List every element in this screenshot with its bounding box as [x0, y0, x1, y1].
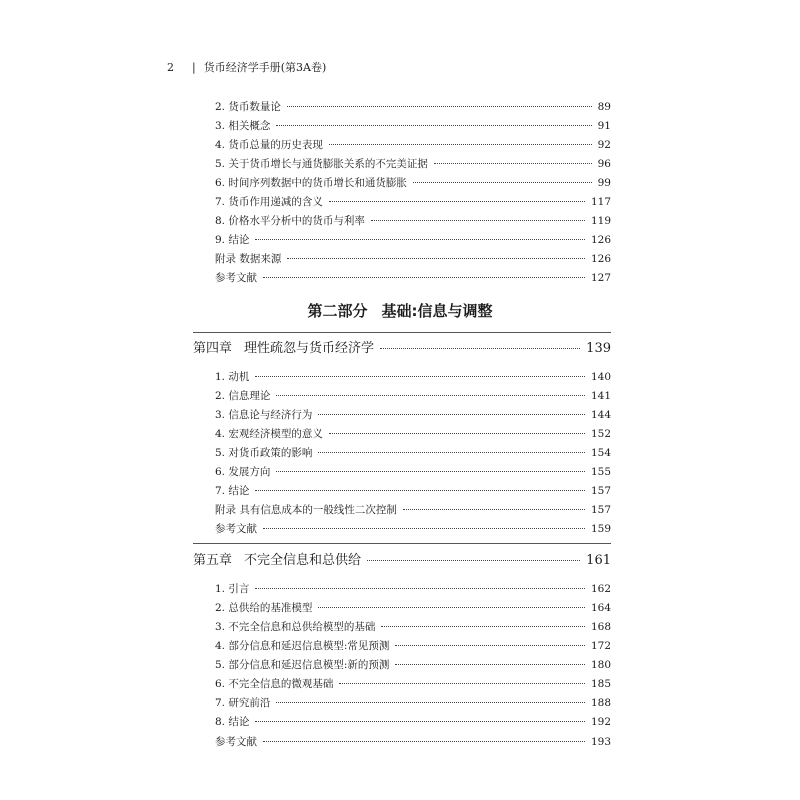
- toc-entry[interactable]: [215, 195, 611, 209]
- toc-entry[interactable]: [215, 176, 611, 190]
- toc-entry-page: 144: [590, 409, 611, 421]
- toc-entry-page: 172: [590, 640, 611, 652]
- dot-leader: [263, 528, 585, 529]
- toc-entry-title: 2. 信息理论: [215, 390, 271, 402]
- toc-entry-page: 188: [590, 697, 611, 709]
- toc-entry[interactable]: [215, 214, 611, 228]
- dot-leader: [381, 626, 585, 627]
- header-separator: |: [192, 60, 196, 74]
- toc-entry-page: 154: [590, 447, 611, 459]
- toc-entry[interactable]: [215, 735, 611, 749]
- toc-entry-title: 8. 价格水平分析中的货币与利率: [215, 215, 365, 227]
- toc-entry[interactable]: [215, 715, 611, 729]
- toc-entry-page: 192: [590, 716, 611, 728]
- toc-entry-title: 1. 引言: [215, 583, 250, 595]
- toc-entry-title: 7. 结论: [215, 485, 250, 497]
- toc-entry[interactable]: [215, 446, 611, 460]
- dot-leader: [255, 376, 585, 377]
- chapter-divider: [193, 332, 611, 333]
- toc-entry-title: 5. 对货币政策的影响: [215, 447, 313, 459]
- toc-entry-page: 99: [597, 177, 611, 189]
- toc-entry[interactable]: [215, 465, 611, 479]
- dot-leader: [276, 471, 585, 472]
- toc-entry-page: 159: [590, 523, 611, 535]
- toc-entry-title: 3. 相关概念: [215, 120, 271, 132]
- dot-leader: [255, 588, 585, 589]
- chapter-heading[interactable]: [193, 340, 611, 358]
- toc-entry-page: 140: [590, 371, 611, 383]
- toc-entry[interactable]: [215, 522, 611, 536]
- toc-entry-title: 5. 关于货币增长与通货膨胀关系的不完美证据: [215, 158, 428, 170]
- dot-leader: [395, 645, 585, 646]
- chapter-page: 139: [586, 341, 611, 356]
- part-heading: [0, 300, 800, 321]
- toc-entry-title: 附录 数据来源: [215, 253, 282, 265]
- chapter-heading[interactable]: [193, 552, 611, 570]
- dot-leader: [287, 258, 585, 259]
- toc-entry-page: 91: [597, 120, 611, 132]
- dot-leader: [276, 125, 591, 126]
- dot-leader: [367, 560, 580, 561]
- toc-entry-title: 5. 部分信息和延迟信息模型:新的预测: [215, 659, 390, 671]
- toc-entry-title: 参考文献: [215, 272, 257, 284]
- toc-entry[interactable]: [215, 484, 611, 498]
- toc-entry[interactable]: [215, 601, 611, 615]
- toc-entry-page: 92: [597, 139, 611, 151]
- toc-entry[interactable]: [215, 233, 611, 247]
- toc-entry[interactable]: [215, 503, 611, 517]
- dot-leader: [371, 220, 585, 221]
- toc-entry-page: 126: [590, 253, 611, 265]
- toc-entry-page: 89: [597, 101, 611, 113]
- toc-entry-page: 157: [590, 485, 611, 497]
- dot-leader: [434, 163, 592, 164]
- toc-entry-title: 7. 货币作用递减的含义: [215, 196, 323, 208]
- dot-leader: [263, 741, 585, 742]
- toc-entry-page: 193: [590, 736, 611, 748]
- chapter-title: 不完全信息和总供给: [244, 553, 362, 568]
- dot-leader: [380, 348, 580, 349]
- toc-entry-title: 7. 研究前沿: [215, 697, 271, 709]
- toc-entry-title: 8. 结论: [215, 716, 250, 728]
- toc-entry[interactable]: [215, 658, 611, 672]
- toc-entry[interactable]: [215, 119, 611, 133]
- dot-leader: [395, 664, 585, 665]
- toc-entry-title: 3. 不完全信息和总供给模型的基础: [215, 621, 376, 633]
- toc-entry-title: 4. 宏观经济模型的意义: [215, 428, 323, 440]
- toc-entry-title: 6. 不完全信息的微观基础: [215, 678, 334, 690]
- toc-entry-title: 9. 结论: [215, 234, 250, 246]
- toc-entry-page: 119: [590, 215, 611, 227]
- book-title: 货币经济学手册(第3A卷): [203, 61, 327, 74]
- part-label: 第二部分: [307, 302, 368, 320]
- dot-leader: [403, 509, 585, 510]
- toc-entry[interactable]: [215, 639, 611, 653]
- dot-leader: [318, 414, 585, 415]
- chapter-label: 第四章: [193, 341, 233, 356]
- toc-entry-page: 180: [590, 659, 611, 671]
- chapter-page: 161: [586, 553, 611, 568]
- toc-entry-page: 152: [590, 428, 611, 440]
- toc-entry-page: 168: [590, 621, 611, 633]
- toc-entry[interactable]: [215, 696, 611, 710]
- toc-entry[interactable]: [215, 408, 611, 422]
- toc-entry-page: 117: [590, 196, 611, 208]
- running-header: [167, 59, 326, 75]
- toc-entry-title: 2. 总供给的基准模型: [215, 602, 313, 614]
- toc-entry[interactable]: [215, 271, 611, 285]
- toc-entry-page: 155: [590, 466, 611, 478]
- dot-leader: [276, 395, 585, 396]
- toc-entry-title: 4. 部分信息和延迟信息模型:常见预测: [215, 640, 390, 652]
- toc-entry-page: 126: [590, 234, 611, 246]
- toc-entry-title: 参考文献: [215, 523, 257, 535]
- toc-entry-page: 127: [590, 272, 611, 284]
- part-title: 基础:信息与调整: [381, 302, 493, 320]
- toc-entry-title: 附录 具有信息成本的一般线性二次控制: [215, 504, 397, 516]
- toc-entry-page: 164: [590, 602, 611, 614]
- toc-entry-title: 参考文献: [215, 736, 257, 748]
- chapter-divider: [193, 543, 611, 544]
- toc-entry[interactable]: [215, 370, 611, 384]
- dot-leader: [255, 721, 585, 722]
- toc-entry-title: 2. 货币数量论: [215, 101, 281, 113]
- toc-entry-title: 1. 动机: [215, 371, 250, 383]
- dot-leader: [339, 683, 585, 684]
- toc-entry[interactable]: [215, 389, 611, 403]
- toc-entry-title: 3. 信息论与经济行为: [215, 409, 313, 421]
- dot-leader: [413, 182, 592, 183]
- toc-entry[interactable]: [215, 677, 611, 691]
- dot-leader: [329, 201, 585, 202]
- toc-entry-page: 96: [597, 158, 611, 170]
- toc-entry[interactable]: [215, 582, 611, 596]
- dot-leader: [287, 106, 592, 107]
- toc-entry[interactable]: [215, 427, 611, 441]
- chapter-title: 理性疏忽与货币经济学: [244, 341, 375, 356]
- toc-entry-title: 6. 时间序列数据中的货币增长和通货膨胀: [215, 177, 407, 189]
- toc-entry[interactable]: [215, 157, 611, 171]
- dot-leader: [255, 239, 585, 240]
- dot-leader: [329, 144, 592, 145]
- dot-leader: [263, 277, 585, 278]
- toc-entry[interactable]: [215, 138, 611, 152]
- toc-entry[interactable]: [215, 100, 611, 114]
- toc-entry-page: 157: [590, 504, 611, 516]
- chapter-label: 第五章: [193, 553, 233, 568]
- toc-entry-page: 185: [590, 678, 611, 690]
- toc-entry[interactable]: [215, 620, 611, 634]
- page-number: 2: [167, 60, 174, 74]
- dot-leader: [318, 452, 585, 453]
- dot-leader: [255, 490, 585, 491]
- dot-leader: [329, 433, 585, 434]
- toc-entry-page: 141: [590, 390, 611, 402]
- toc-entry-page: 162: [590, 583, 611, 595]
- dot-leader: [318, 607, 585, 608]
- toc-entry[interactable]: [215, 252, 611, 266]
- dot-leader: [276, 702, 585, 703]
- toc-entry-title: 6. 发展方向: [215, 466, 271, 478]
- toc-entry-title: 4. 货币总量的历史表现: [215, 139, 323, 151]
